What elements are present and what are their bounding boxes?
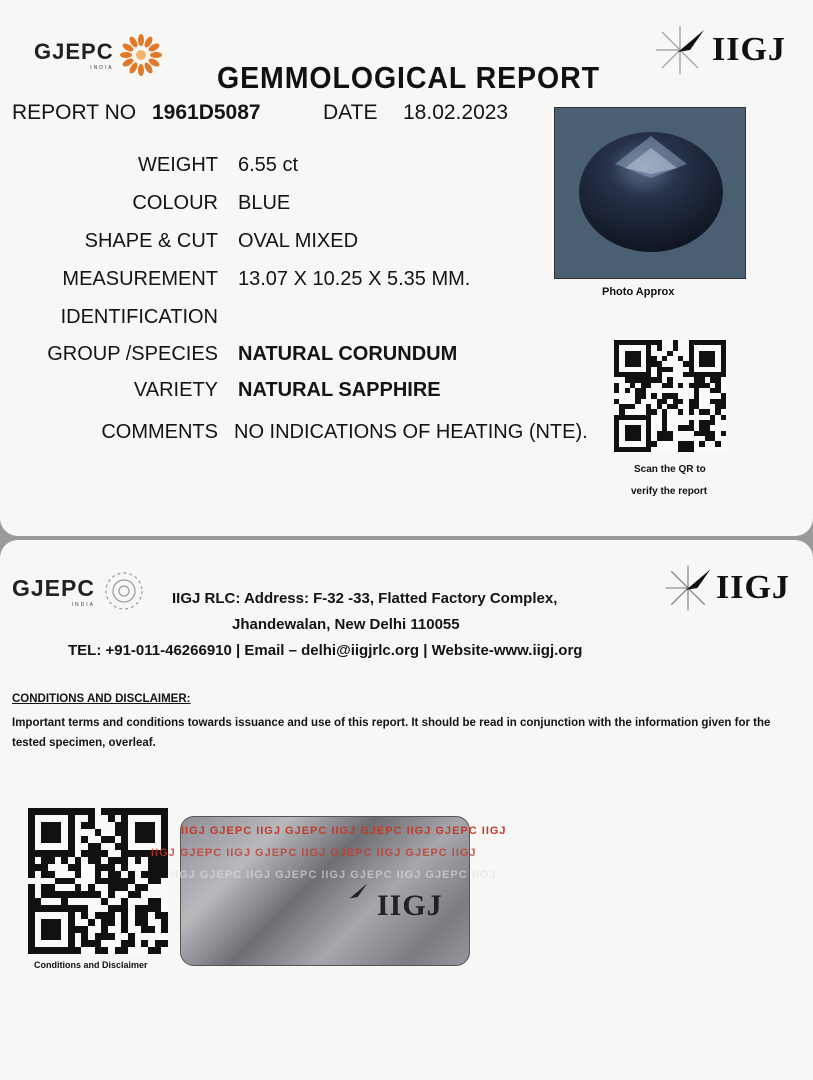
- hologram-strip: IIGJ GJEPC IIGJ GJEPC IIGJ GJEPC IIGJ GJEPC IIGJ: [151, 847, 477, 859]
- iigj-arrow-icon: [660, 560, 716, 616]
- weight-value: 6.55 ct: [238, 154, 299, 176]
- date-value: 18.02.2023: [403, 101, 509, 124]
- iigj-arrow-icon: [650, 20, 710, 80]
- back-gjepc-logo-sub: INDIA: [71, 601, 95, 608]
- contact-line: TEL: +91-011-46266910 | Email – delhi@iigjrlc.org | Website-www.iigj.org: [68, 642, 583, 659]
- comments-label: COMMENTS: [101, 421, 218, 443]
- disclaimer-qr-code[interactable]: [28, 808, 168, 954]
- measurement-value: 13.07 X 10.25 X 5.35 MM.: [238, 268, 471, 290]
- hologram-strip: IIGJ GJEPC IIGJ GJEPC IIGJ GJEPC IIGJ GJEPC IIGJ: [181, 825, 507, 837]
- address-line1: IIGJ RLC: Address: F-32 -33, Flatted Factory Complex,: [172, 590, 558, 607]
- back-gjepc-logo-text: GJEPC: [12, 574, 95, 601]
- gem-photo: [554, 107, 746, 279]
- gjepc-flower-icon: [99, 566, 149, 616]
- colour-value: BLUE: [238, 192, 291, 214]
- colour-label: COLOUR: [132, 192, 218, 214]
- iigj-logo: [650, 20, 786, 80]
- comments-value: NO INDICATIONS OF HEATING (NTE).: [234, 421, 588, 443]
- back-gjepc-logo: [12, 566, 149, 616]
- back-iigj-logo-text: IIGJ: [716, 569, 790, 606]
- report-no-value: 1961D5087: [152, 101, 261, 124]
- iigj-arrow-icon: [331, 877, 371, 917]
- group-species-label: GROUP /SPECIES: [47, 343, 218, 365]
- date-label: DATE: [323, 101, 378, 124]
- report-back-card: [0, 540, 813, 1080]
- variety-label: VARIETY: [133, 379, 218, 401]
- gjepc-logo-sub: INDIA: [90, 65, 114, 71]
- gjepc-logo: [34, 30, 166, 80]
- back-iigj-logo: [660, 560, 790, 616]
- report-title: GEMMOLOGICAL REPORT: [217, 60, 600, 95]
- report-front-card: [0, 0, 813, 536]
- gjepc-flower-icon: [116, 30, 166, 80]
- hologram-seal: [151, 816, 507, 966]
- photo-caption: Photo Approx: [602, 286, 675, 298]
- gemstone-image: [555, 108, 745, 278]
- shape-cut-label: SHAPE & CUT: [84, 230, 218, 252]
- hologram-logo: IIGJ: [377, 889, 443, 922]
- disclaimer-qr-caption: Conditions and Disclaimer: [34, 960, 148, 970]
- verification-qr-code[interactable]: [614, 340, 726, 452]
- qr-caption-line2: verify the report: [631, 486, 708, 497]
- weight-label: WEIGHT: [138, 154, 218, 176]
- identification-label: IDENTIFICATION: [60, 306, 218, 328]
- measurement-label: MEASUREMENT: [62, 268, 218, 290]
- group-species-value: NATURAL CORUNDUM: [238, 343, 458, 365]
- variety-value: NATURAL SAPPHIRE: [238, 379, 441, 401]
- qr-caption-line1: Scan the QR to: [634, 464, 706, 475]
- conditions-text: Important terms and conditions towards issuance and use of this report. It should be read in conjunction with the information given for the tested specimen, overleaf.: [12, 717, 771, 749]
- hologram-strip: IIGJ GJEPC IIGJ GJEPC IIGJ GJEPC IIGJ GJEPC IIGJ: [171, 869, 497, 881]
- report-no-label: REPORT NO: [12, 101, 137, 124]
- iigj-logo-text: IIGJ: [712, 31, 786, 68]
- address-line2: Jhandewalan, New Delhi 110055: [232, 616, 460, 633]
- gjepc-logo-text: GJEPC: [34, 39, 114, 64]
- shape-cut-value: OVAL MIXED: [238, 230, 359, 252]
- conditions-heading: CONDITIONS AND DISCLAIMER:: [12, 693, 191, 705]
